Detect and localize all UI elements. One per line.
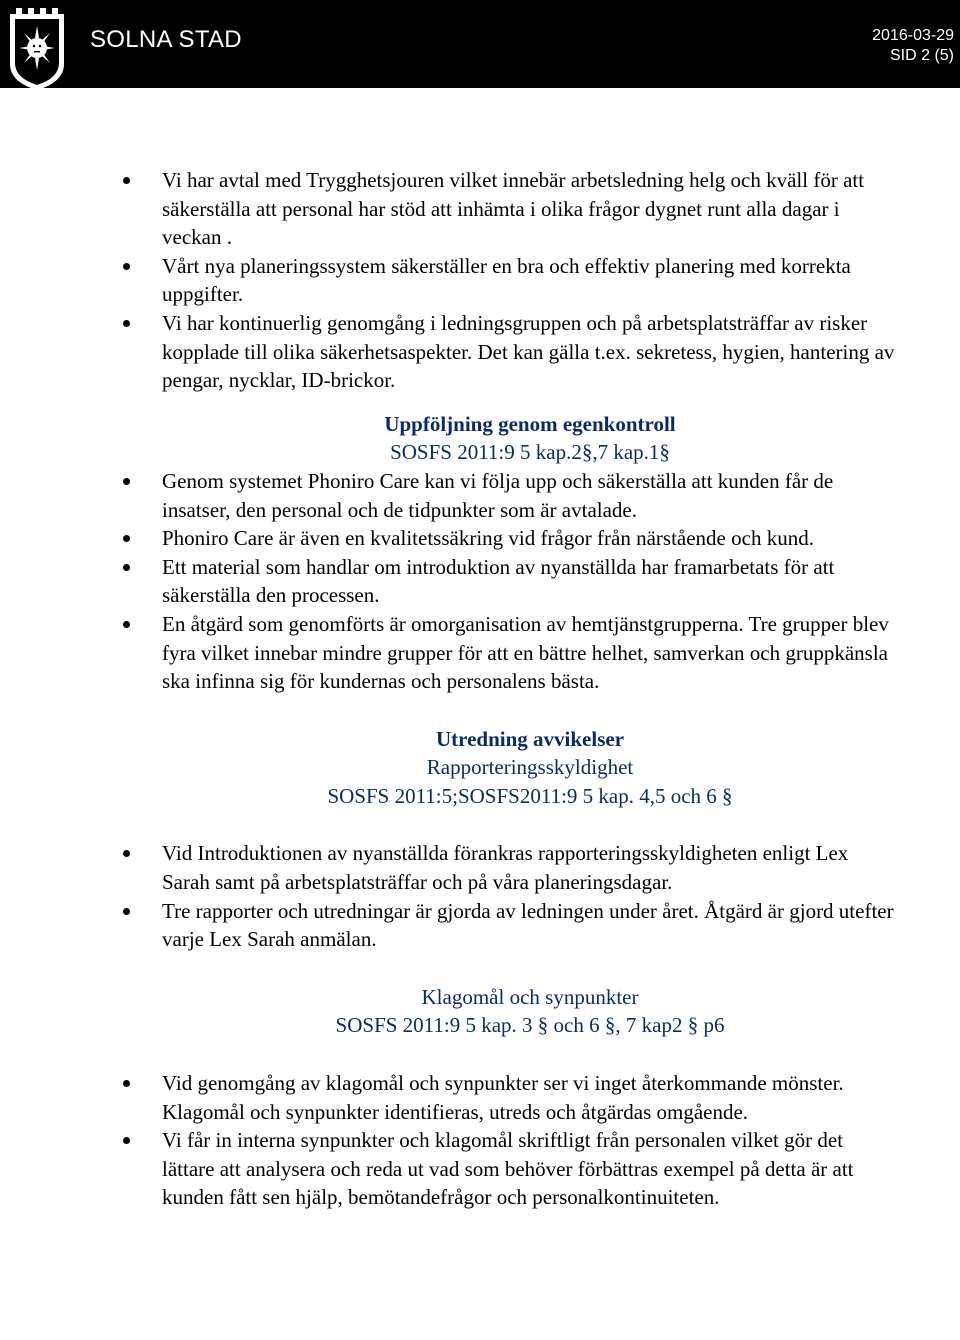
organization-name: SOLNA STAD: [90, 26, 242, 53]
avvikelser-list: [118, 839, 898, 953]
section-reference: SOSFS 2011:9 5 kap. 3 § och 6 §, 7 kap2 § p6: [335, 1013, 725, 1038]
document-meta: [872, 26, 954, 66]
risk-list: [118, 166, 898, 395]
section-reference: SOSFS 2011:9 5 kap.2§,7 kap.1§: [390, 440, 670, 465]
document-date: 2016-03-29: [872, 27, 954, 44]
coat-of-arms-logo: [6, 2, 68, 92]
list-item: Vid genomgång av klagomål och synpunkter ser vi inget återkommande mönster. Klagomål och synpunkter identifieras, utreds och åtgärdas omgående.: [118, 1069, 898, 1126]
section-subtitle: Rapporteringsskyldighet: [426, 755, 634, 780]
page-header: [0, 0, 960, 88]
list-item: Phoniro Care är även en kvalitetssäkring vid frågor från närstående och kund.: [118, 524, 898, 553]
section-title-avvikelser: Utredning avvikelser: [435, 726, 625, 751]
list-item: Genom systemet Phoniro Care kan vi följa upp och säkerställa att kunden får de insatser, den personal och de tidpunkter som är avtalade.: [118, 467, 898, 524]
document-body: [118, 166, 898, 1212]
list-item: En åtgärd som genomförts är omorganisation av hemtjänstgrupperna. Tre grupper blev fyra vilket innebar mindre grupper för att en bättre helhet, samverkan och gruppkänsla ska infinna sig för kundernas och personalens bästa.: [118, 610, 898, 696]
list-item: Vårt nya planeringssystem säkerställer en bra och effektiv planering med korrekta uppgifter.: [118, 252, 898, 309]
list-item: Vid Introduktionen av nyanställda förankras rapporteringsskyldigheten enligt Lex Sarah samt på arbetsplatsträffar och på våra planeringsdagar.: [118, 839, 898, 896]
section-title-egenkontroll: Uppföljning genom egenkontroll: [384, 411, 676, 436]
list-item: Vi har kontinuerlig genomgång i ledningsgruppen och på arbetsplatsträffar av risker kopplade till olika säkerhetsaspekter. Det kan gälla t.ex. sekretess, hygien, hantering av pengar, nycklar, ID-brickor.: [118, 309, 898, 395]
list-item: Tre rapporter och utredningar är gjorda av ledningen under året. Åtgärd är gjord utefter varje Lex Sarah anmälan.: [118, 897, 898, 954]
egenkontroll-list: [118, 467, 898, 696]
section-title-klagomal: Klagomål och synpunkter: [421, 984, 639, 1009]
klagomal-list: [118, 1069, 898, 1212]
list-item: Vi får in interna synpunkter och klagomål skriftligt från personalen vilket gör det lättare att analysera och reda ut vad som behöver förbättras exempel på detta är att kunden fått sen hjälp, bemötandefrågor och personalkontinuiteten.: [118, 1126, 898, 1212]
list-item: Ett material som handlar om introduktion av nyanställda har framarbetats för att säkerställa den processen.: [118, 553, 898, 610]
list-item: Vi har avtal med Trygghetsjouren vilket innebär arbetsledning helg och kväll för att säkerställa att personal har stöd att inhämta i olika frågor dygnet runt alla dagar i veckan .: [118, 166, 898, 252]
page-number: SID 2 (5): [889, 47, 954, 64]
section-reference: SOSFS 2011:5;SOSFS2011:9 5 kap. 4,5 och 6 §: [327, 783, 733, 808]
